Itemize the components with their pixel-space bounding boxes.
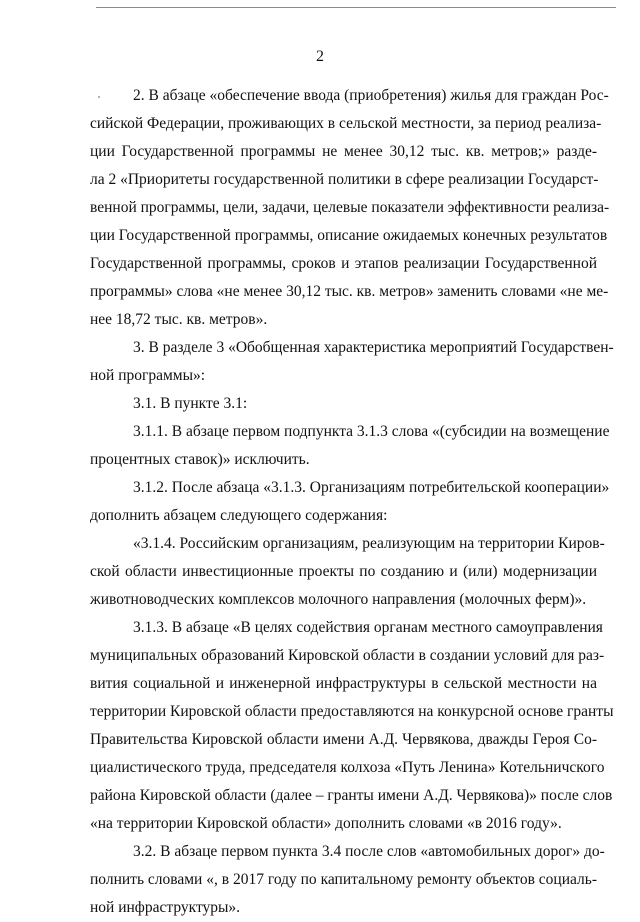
text-line: «на территории Кировской области» дополнить словами «в 2016 году».: [90, 815, 562, 832]
paragraph-4: [90, 418, 610, 474]
paragraph-8: [90, 838, 605, 922]
text-line: Правительства Кировской области имени А.Д. Червякова, дважды Героя Со-: [90, 731, 597, 748]
text-line: 3.1.1. В абзаце первом подпункта 3.1.3 слова «(субсидии на возмещение: [133, 423, 610, 440]
top-border-line: [96, 7, 616, 8]
text-line: 3.2. В абзаце первом пункта 3.4 после слов «автомобильных дорог» до-: [133, 843, 605, 860]
text-line: животноводческих комплексов молочного направления (молочных ферм)».: [90, 591, 587, 608]
paragraph-5: [90, 474, 610, 530]
text-line: 3.1.3. В абзаце «В целях содействия органам местного самоуправления: [133, 619, 603, 636]
paragraph-6: [90, 530, 605, 614]
text-line: ной инфраструктуры».: [90, 899, 241, 916]
text-line: муниципальных образований Кировской области в создании условий для раз-: [90, 647, 605, 664]
paragraph-3: [90, 390, 597, 418]
text-line: 3.1. В пункте 3.1:: [133, 395, 248, 412]
text-line: района Кировской области (далее – гранты имени А.Д. Червякова)» после слов: [90, 787, 613, 804]
text-line: циалистического труда, председателя колхоза «Путь Ленина» Котельничского: [90, 759, 605, 776]
text-line: ской области инвестиционные проекты по созданию и (или) модернизации: [90, 563, 597, 580]
text-line: программы» слова «не менее 30,12 тыс. кв. метров» заменить словами «не ме-: [90, 283, 609, 300]
text-line: вития социальной и инженерной инфраструктуры в сельской местности на: [90, 675, 597, 692]
text-line: территории Кировской области предоставляются на конкурсной основе гранты: [90, 703, 614, 720]
text-line: нее 18,72 тыс. кв. метров».: [90, 311, 268, 328]
text-line: «3.1.4. Российским организациям, реализующим на территории Киров-: [133, 535, 605, 552]
text-line: ной программы»:: [90, 367, 206, 384]
paragraph-7: [90, 614, 614, 838]
paragraph-1: [90, 82, 610, 334]
text-line: ции Государственной программы не менее 30,12 тыс. кв. метров;» разде-: [90, 143, 597, 160]
document-body: [90, 82, 614, 922]
text-line: ции Государственной программы, описание ожидаемых конечных результатов: [90, 227, 608, 244]
text-line: сийской Федерации, проживающих в сельской местности, за период реализа-: [90, 115, 602, 132]
text-line: дополнить абзацем следующего содержания:: [90, 507, 388, 524]
text-line: Государственной программы, сроков и этапов реализации Государственной: [90, 255, 597, 272]
page-number: 2: [316, 48, 324, 65]
paragraph-2: [90, 334, 614, 390]
text-line: 2. В абзаце «обеспечение ввода (приобретения) жилья для граждан Рос-: [133, 87, 609, 104]
text-line: венной программы, цели, задачи, целевые показатели эффективности реализа-: [90, 199, 610, 216]
text-line: полнить словами «, в 2017 году по капитальному ремонту объектов социаль-: [90, 871, 597, 888]
text-line: 3.1.2. После абзаца «3.1.3. Организациям потребительской кооперации»: [133, 479, 610, 496]
text-line: процентных ставок)» исключить.: [90, 451, 310, 468]
text-line: 3. В разделе 3 «Обобщенная характеристика мероприятий Государствен-: [133, 339, 614, 356]
text-line: ла 2 «Приоритеты государственной политики в сфере реализации Государст-: [90, 171, 599, 188]
